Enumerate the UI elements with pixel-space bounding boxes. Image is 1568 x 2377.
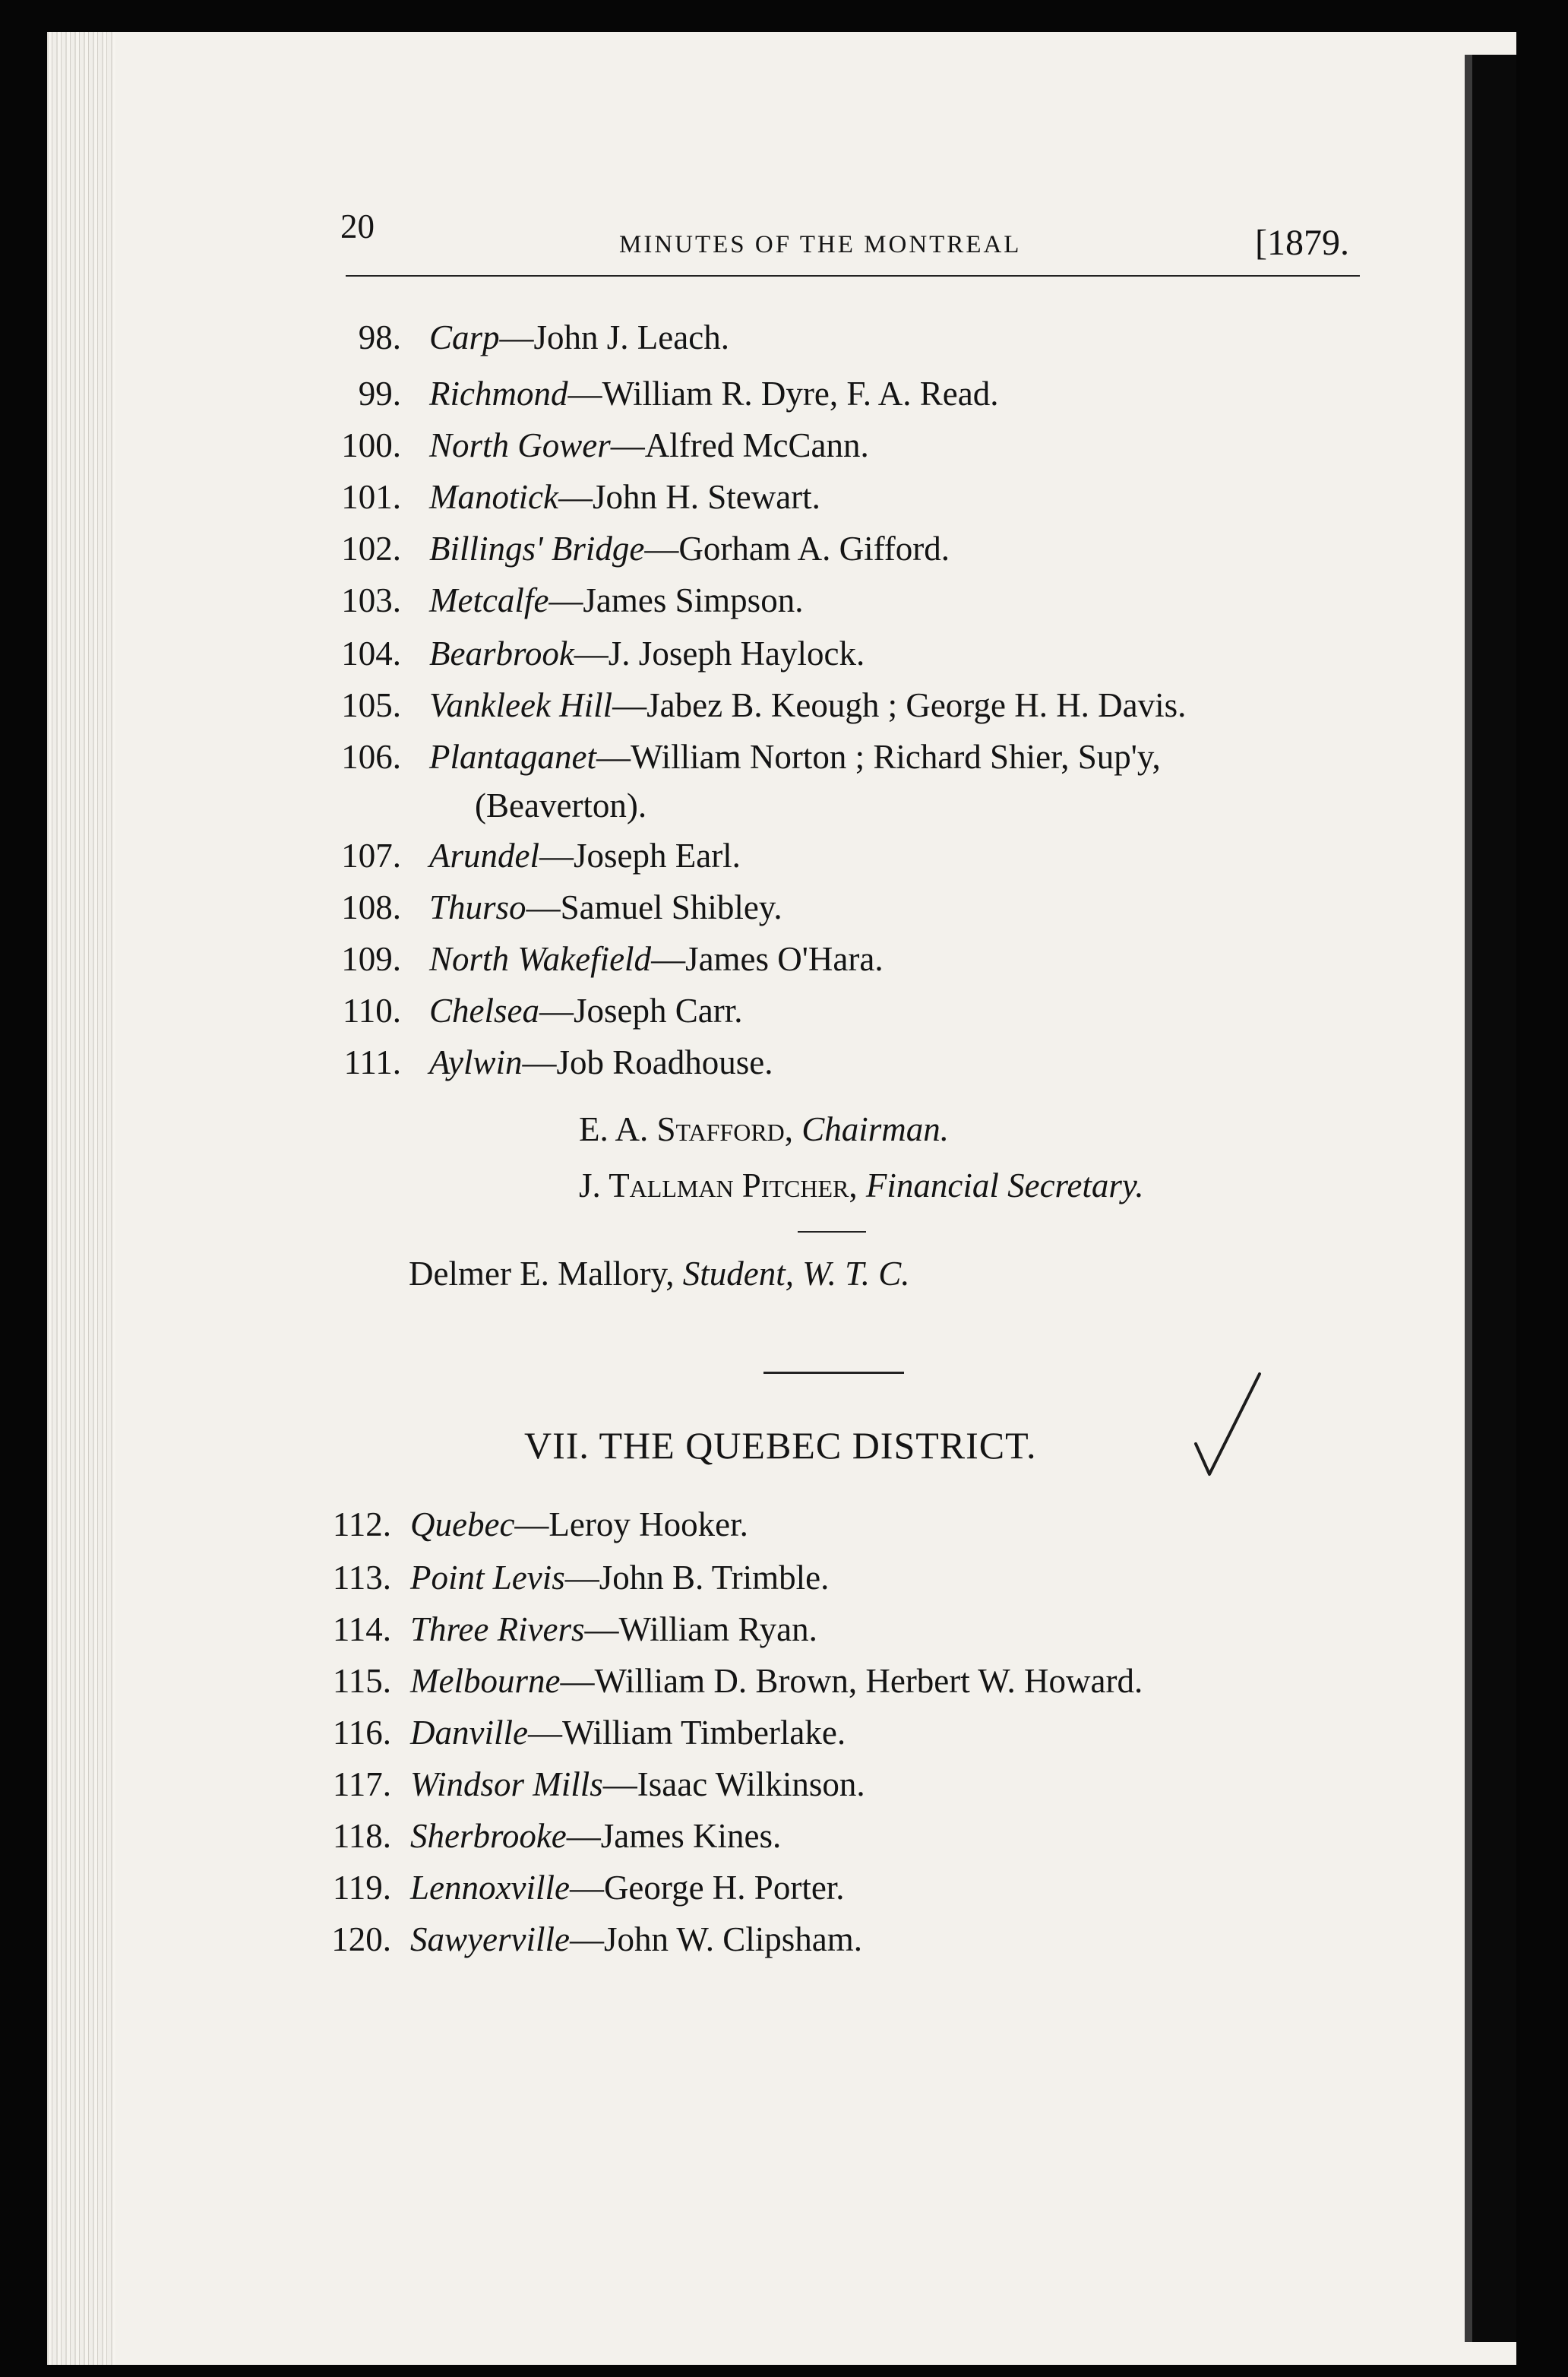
entry-line <box>429 426 869 465</box>
minister-names: —Leroy Hooker. <box>514 1505 748 1543</box>
entry-number: 110. <box>342 992 401 1030</box>
entry-line <box>429 318 729 357</box>
entry-number: 114. <box>332 1610 391 1648</box>
minister-names: —James Kines. <box>566 1817 782 1855</box>
minister-names: (Beaverton). <box>475 787 647 825</box>
secretary-title: Financial Secretary. <box>865 1166 1144 1204</box>
entry-number: 100. <box>341 426 401 464</box>
minister-names: —William Timberlake. <box>527 1714 846 1752</box>
minister-names: —Joseph Carr. <box>539 992 743 1030</box>
page-edge <box>47 32 115 2365</box>
entry-number: 102. <box>341 530 401 568</box>
section-divider <box>763 1372 904 1374</box>
student-line <box>409 1254 910 1293</box>
entry-number: 105. <box>341 686 401 724</box>
minister-names: —Isaac Wilkinson. <box>602 1765 865 1803</box>
short-divider <box>798 1231 866 1233</box>
entry-line <box>429 581 803 620</box>
circuit-name: Aylwin <box>429 1043 523 1081</box>
secretary-signature <box>579 1166 1144 1205</box>
entry-line <box>429 991 742 1030</box>
entry-line <box>410 1816 781 1856</box>
minister-names: —John W. Clipsham. <box>569 1920 862 1958</box>
minister-names: —J. Joseph Haylock. <box>574 635 865 673</box>
minister-names: —Alfred McCann. <box>610 426 869 464</box>
entry-line <box>410 1505 748 1544</box>
entry-number: 117. <box>332 1765 391 1803</box>
chairman-title: Chairman. <box>801 1110 950 1148</box>
entry-line <box>429 836 741 875</box>
circuit-name: Chelsea <box>429 992 539 1030</box>
circuit-name: North Wakefield <box>429 940 652 978</box>
student-role: Student, W. T. C. <box>682 1255 910 1293</box>
circuit-name: Quebec <box>410 1505 515 1543</box>
circuit-name: Richmond <box>429 375 568 413</box>
entry-line <box>429 634 865 673</box>
minister-names: —John H. Stewart. <box>558 478 820 516</box>
entry-line <box>410 1713 846 1752</box>
minister-names: —Gorham A. Gifford. <box>644 530 950 568</box>
minister-names: —Job Roadhouse. <box>522 1043 773 1081</box>
minister-names: —James Simpson. <box>548 581 804 619</box>
page-number: 20 <box>340 207 375 245</box>
circuit-name: Thurso <box>429 888 526 926</box>
circuit-name: Windsor Mills <box>410 1765 603 1803</box>
entry-line <box>429 685 1186 725</box>
secretary-name: J. Tallman Pitcher, <box>579 1166 858 1204</box>
entry-line <box>429 374 999 413</box>
entry-number: 113. <box>332 1559 391 1597</box>
entry-number: 109. <box>341 940 401 978</box>
student-name: Delmer E. Mallory, <box>409 1255 675 1293</box>
circuit-name: Sherbrooke <box>410 1817 567 1855</box>
entry-number: 106. <box>341 738 401 776</box>
entry-number: 99. <box>358 375 401 413</box>
header-rule <box>346 275 1360 277</box>
entry-number: 108. <box>341 888 401 926</box>
entry-line <box>475 786 646 825</box>
binding-shadow <box>1465 55 1516 2342</box>
circuit-name: Billings' Bridge <box>429 530 645 568</box>
minister-names: —John B. Trimble. <box>564 1559 830 1597</box>
entry-number: 119. <box>332 1869 391 1907</box>
entry-line <box>429 529 950 568</box>
chairman-name: E. A. Stafford, <box>579 1110 794 1148</box>
circuit-name: Lennoxville <box>410 1869 570 1907</box>
entry-line <box>429 477 820 517</box>
circuit-name: Bearbrook <box>429 635 574 673</box>
entry-line <box>410 1661 1143 1701</box>
entry-number: 115. <box>332 1662 391 1700</box>
entry-line <box>410 1920 862 1959</box>
circuit-name: Sawyerville <box>410 1920 570 1958</box>
header-year: [1879. <box>1255 223 1349 263</box>
entry-line <box>429 939 884 979</box>
entry-number: 112. <box>332 1505 391 1543</box>
entry-number: 116. <box>332 1714 391 1752</box>
entry-number: 120. <box>331 1920 391 1958</box>
circuit-name: Danville <box>410 1714 528 1752</box>
entry-line <box>410 1765 865 1804</box>
circuit-name: Manotick <box>429 478 558 516</box>
entry-line <box>410 1868 845 1907</box>
circuit-name: Plantaganet <box>429 738 596 776</box>
circuit-name: North Gower <box>429 426 611 464</box>
entry-line <box>410 1558 829 1597</box>
entry-line <box>429 888 782 927</box>
entry-number: 107. <box>341 837 401 875</box>
minister-names: —Joseph Earl. <box>539 837 741 875</box>
entry-number: 104. <box>341 635 401 673</box>
running-header-title: MINUTES OF THE MONTREAL <box>619 231 1022 258</box>
entry-number: 118. <box>332 1817 391 1855</box>
minister-names: —Jabez B. Keough ; George H. H. Davis. <box>612 686 1187 724</box>
chairman-signature <box>579 1109 949 1149</box>
entry-number: 98. <box>358 318 401 356</box>
circuit-name: Melbourne <box>410 1662 561 1700</box>
entry-number: 101. <box>341 478 401 516</box>
minister-names: —Samuel Shibley. <box>526 888 782 926</box>
circuit-name: Three Rivers <box>410 1610 585 1648</box>
minister-names: —James O'Hara. <box>651 940 884 978</box>
entry-line <box>429 1043 773 1082</box>
section-heading: VII. THE QUEBEC DISTRICT. <box>524 1424 1037 1467</box>
minister-names: —William Ryan. <box>584 1610 817 1648</box>
circuit-name: Vankleek Hill <box>429 686 613 724</box>
entry-line <box>410 1609 817 1649</box>
minister-names: —George H. Porter. <box>569 1869 845 1907</box>
circuit-name: Metcalfe <box>429 581 549 619</box>
minister-names: —John J. Leach. <box>499 318 729 356</box>
circuit-name: Arundel <box>429 837 539 875</box>
circuit-name: Point Levis <box>410 1559 565 1597</box>
entry-line <box>429 737 1161 777</box>
check-mark-icon <box>1193 1368 1269 1489</box>
minister-names: —William Norton ; Richard Shier, Sup'y, <box>596 738 1161 776</box>
entry-number: 111. <box>343 1043 401 1081</box>
minister-names: —William R. Dyre, F. A. Read. <box>567 375 999 413</box>
minister-names: —William D. Brown, Herbert W. Howard. <box>560 1662 1143 1700</box>
circuit-name: Carp <box>429 318 500 356</box>
entry-number: 103. <box>341 581 401 619</box>
